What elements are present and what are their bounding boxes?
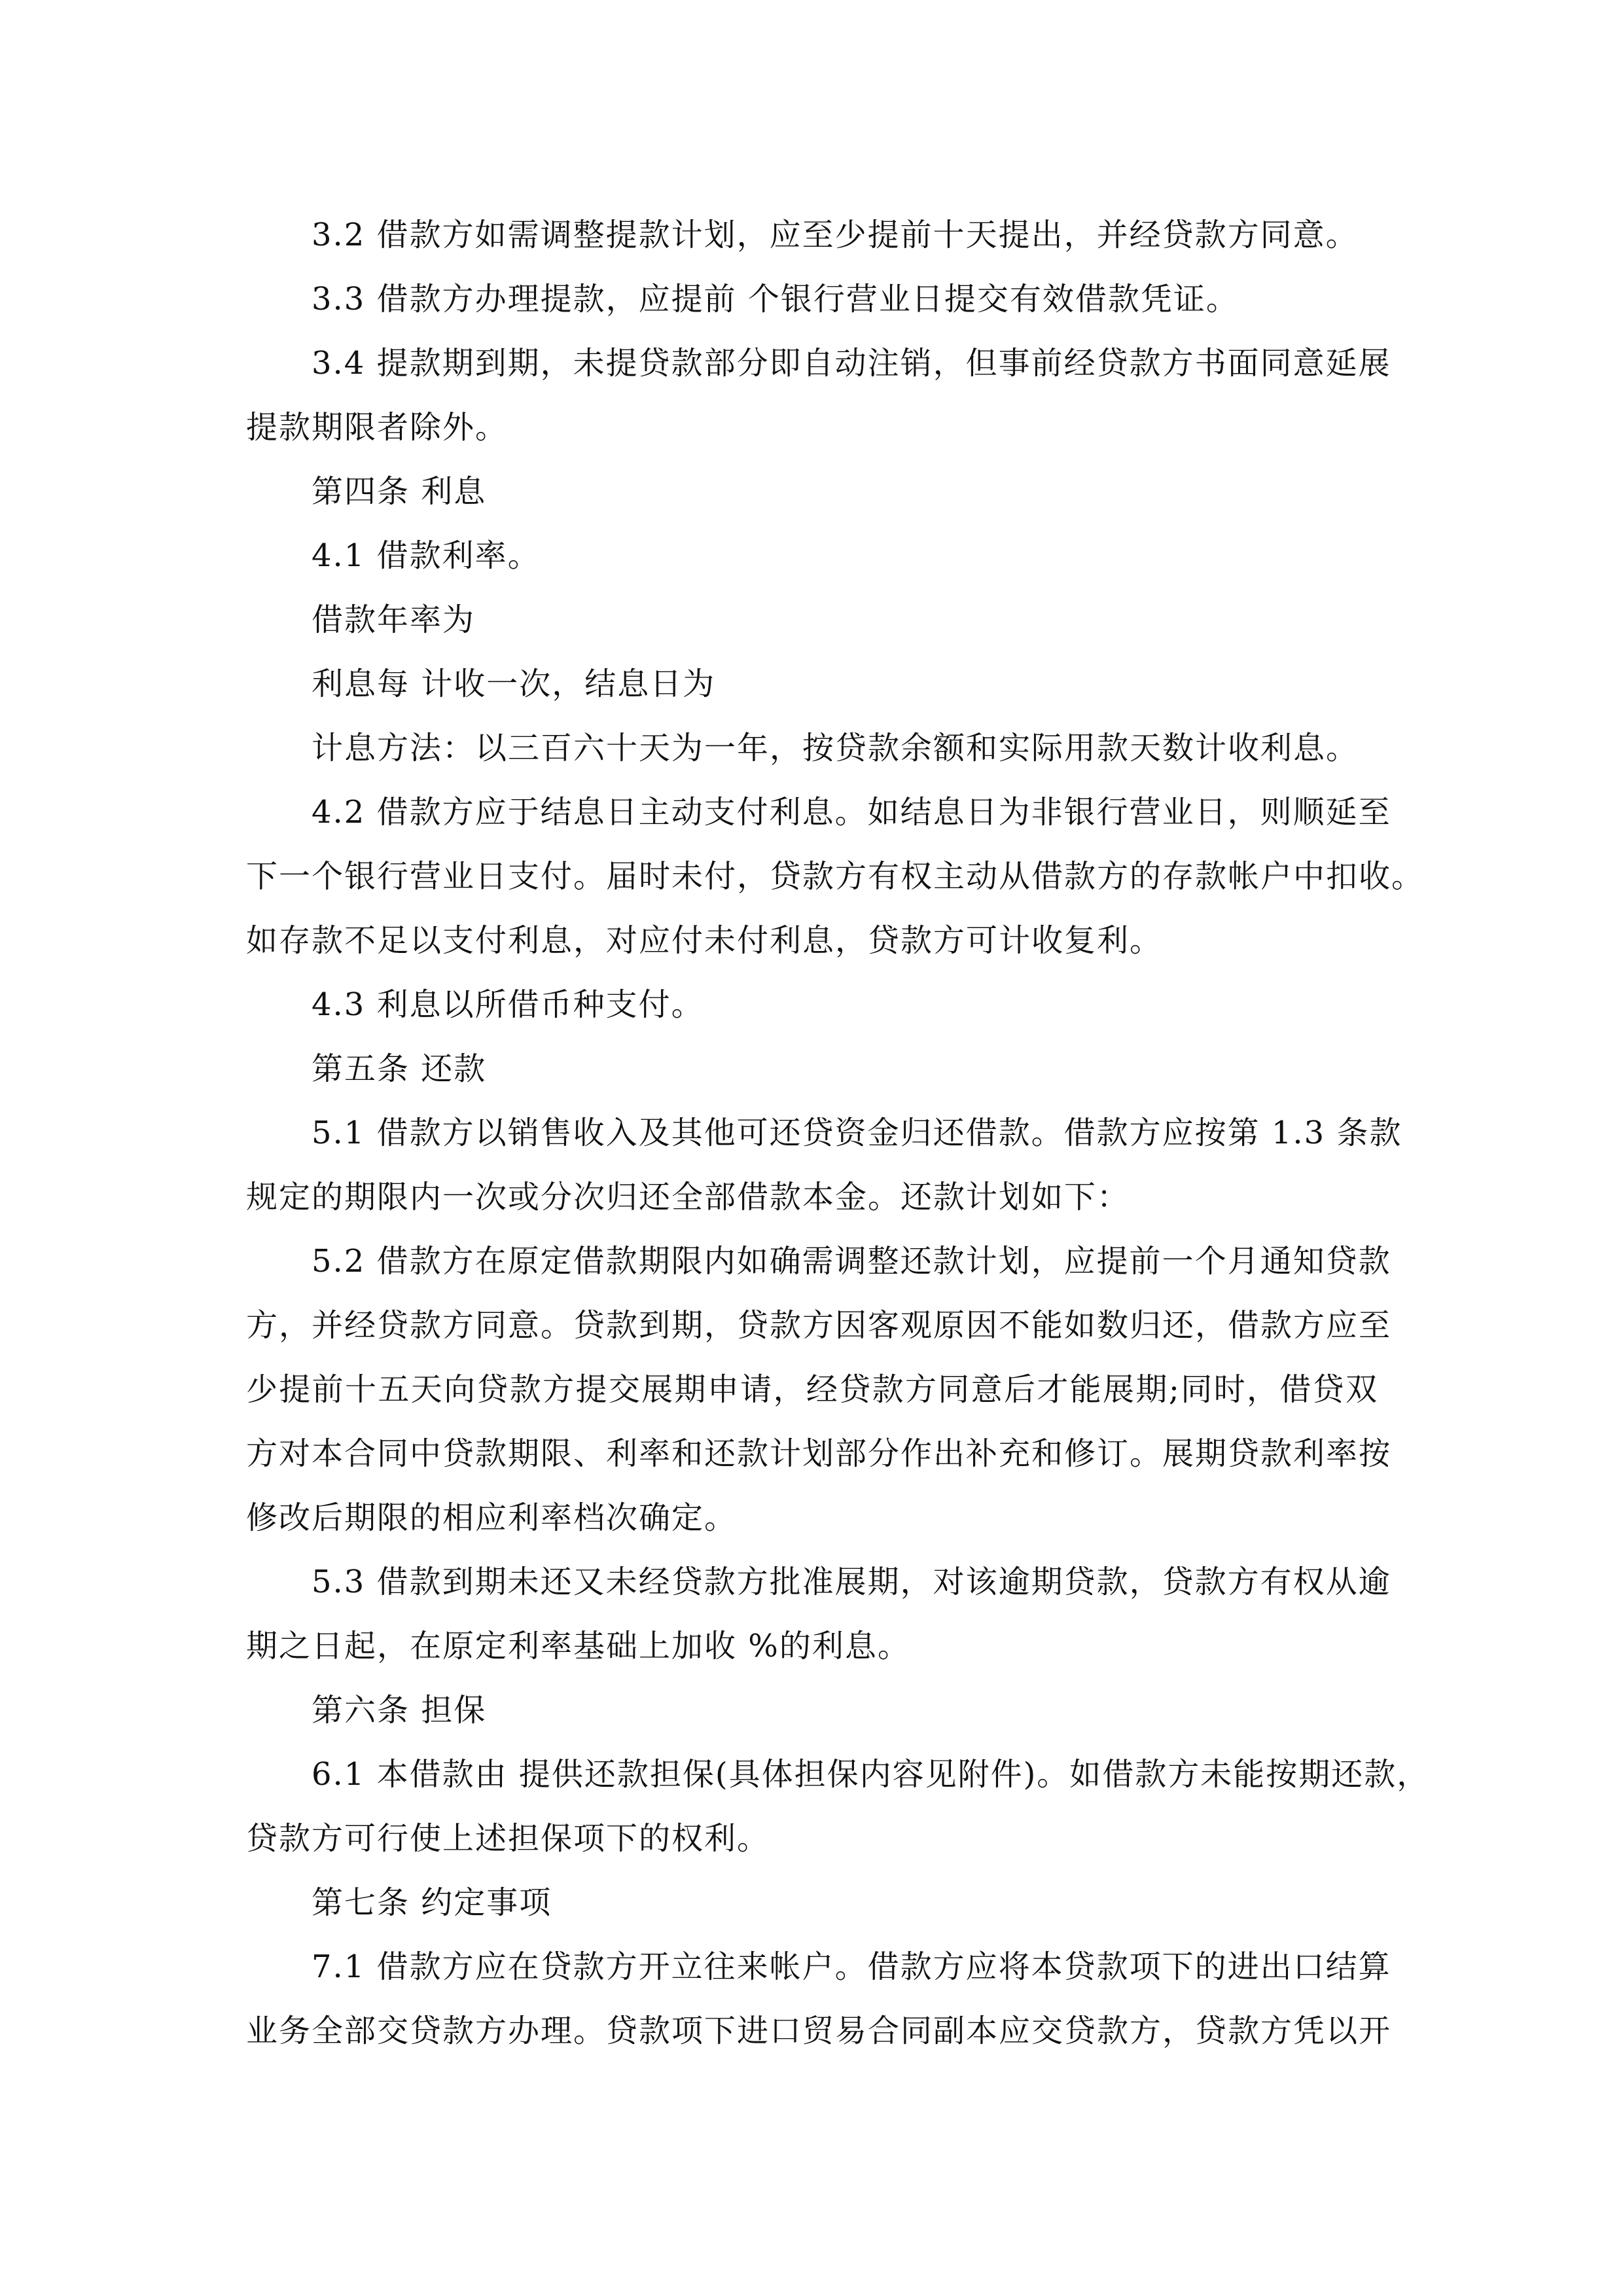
text-line: 3.4 提款期到期，未提贷款部分即自动注销，但事前经贷款方书面同意延展 (312, 345, 1391, 382)
text-line: 业务全部交贷款方办理。贷款项下进口贸易合同副本应交贷款方，贷款方凭以开 (246, 2013, 1392, 2049)
text-line: 期之日起，在原定利率基础上加收 %的利息。 (246, 1628, 910, 1664)
text-line: 利息每 计收一次，结息日为 (312, 666, 716, 702)
text-line: 下一个银行营业日支付。届时未付，贷款方有权主动从借款方的存款帐户中扣收。 (246, 858, 1425, 895)
text-line: 第五条 还款 (312, 1050, 487, 1087)
text-line: 方，并经贷款方同意。贷款到期，贷款方因客观原因不能如数归还，借款方应至 (246, 1307, 1392, 1344)
text-line: 第四条 利息 (312, 473, 487, 510)
text-line: 5.3 借款到期未还又未经贷款方批准展期，对该逾期贷款，贷款方有权从逾 (312, 1564, 1391, 1600)
text-line: 如存款不足以支付利息，对应付未付利息，贷款方可计收复利。 (246, 922, 1163, 959)
text-line: 3.3 借款方办理提款，应提前 个银行营业日提交有效借款凭证。 (312, 281, 1239, 317)
text-line: 4.3 利息以所借币种支付。 (312, 986, 704, 1023)
text-line: 4.1 借款利率。 (312, 537, 541, 574)
text-line: 7.1 借款方应在贷款方开立往来帐户。借款方应将本贷款项下的进出口结算 (312, 1948, 1391, 1985)
text-line: 计息方法：以三百六十天为一年，按贷款余额和实际用款天数计收利息。 (312, 730, 1359, 766)
text-line: 5.1 借款方以销售收入及其他可还贷资金归还借款。借款方应按第 1.3 条款 (312, 1115, 1402, 1151)
text-line: 6.1 本借款由 提供还款担保(具体担保内容见附件)。如借款方未能按期还款， (312, 1756, 1430, 1793)
text-line: 修改后期限的相应利率档次确定。 (246, 1499, 738, 1536)
text-line: 4.2 借款方应于结息日主动支付利息。如结息日为非银行营业日，则顺延至 (312, 794, 1391, 831)
text-line: 方对本合同中贷款期限、利率和还款计划部分作出补充和修订。展期贷款利率按 (246, 1435, 1392, 1472)
text-line: 贷款方可行使上述担保项下的权利。 (246, 1820, 770, 1857)
text-line: 少提前十五天向贷款方提交展期申请，经贷款方同意后才能展期;同时，借贷双 (246, 1371, 1378, 1408)
text-line: 5.2 借款方在原定借款期限内如确需调整还款计划，应提前一个月通知贷款 (312, 1243, 1391, 1280)
text-line: 借款年率为 (312, 601, 476, 638)
text-line: 第六条 担保 (312, 1692, 487, 1729)
text-line: 提款期限者除外。 (246, 409, 508, 446)
text-line: 规定的期限内一次或分次归还全部借款本金。还款计划如下： (246, 1179, 1130, 1215)
text-line: 第七条 约定事项 (312, 1884, 552, 1921)
document-body (246, 203, 1430, 2063)
text-line: 3.2 借款方如需调整提款计划，应至少提前十天提出，并经贷款方同意。 (312, 217, 1359, 253)
